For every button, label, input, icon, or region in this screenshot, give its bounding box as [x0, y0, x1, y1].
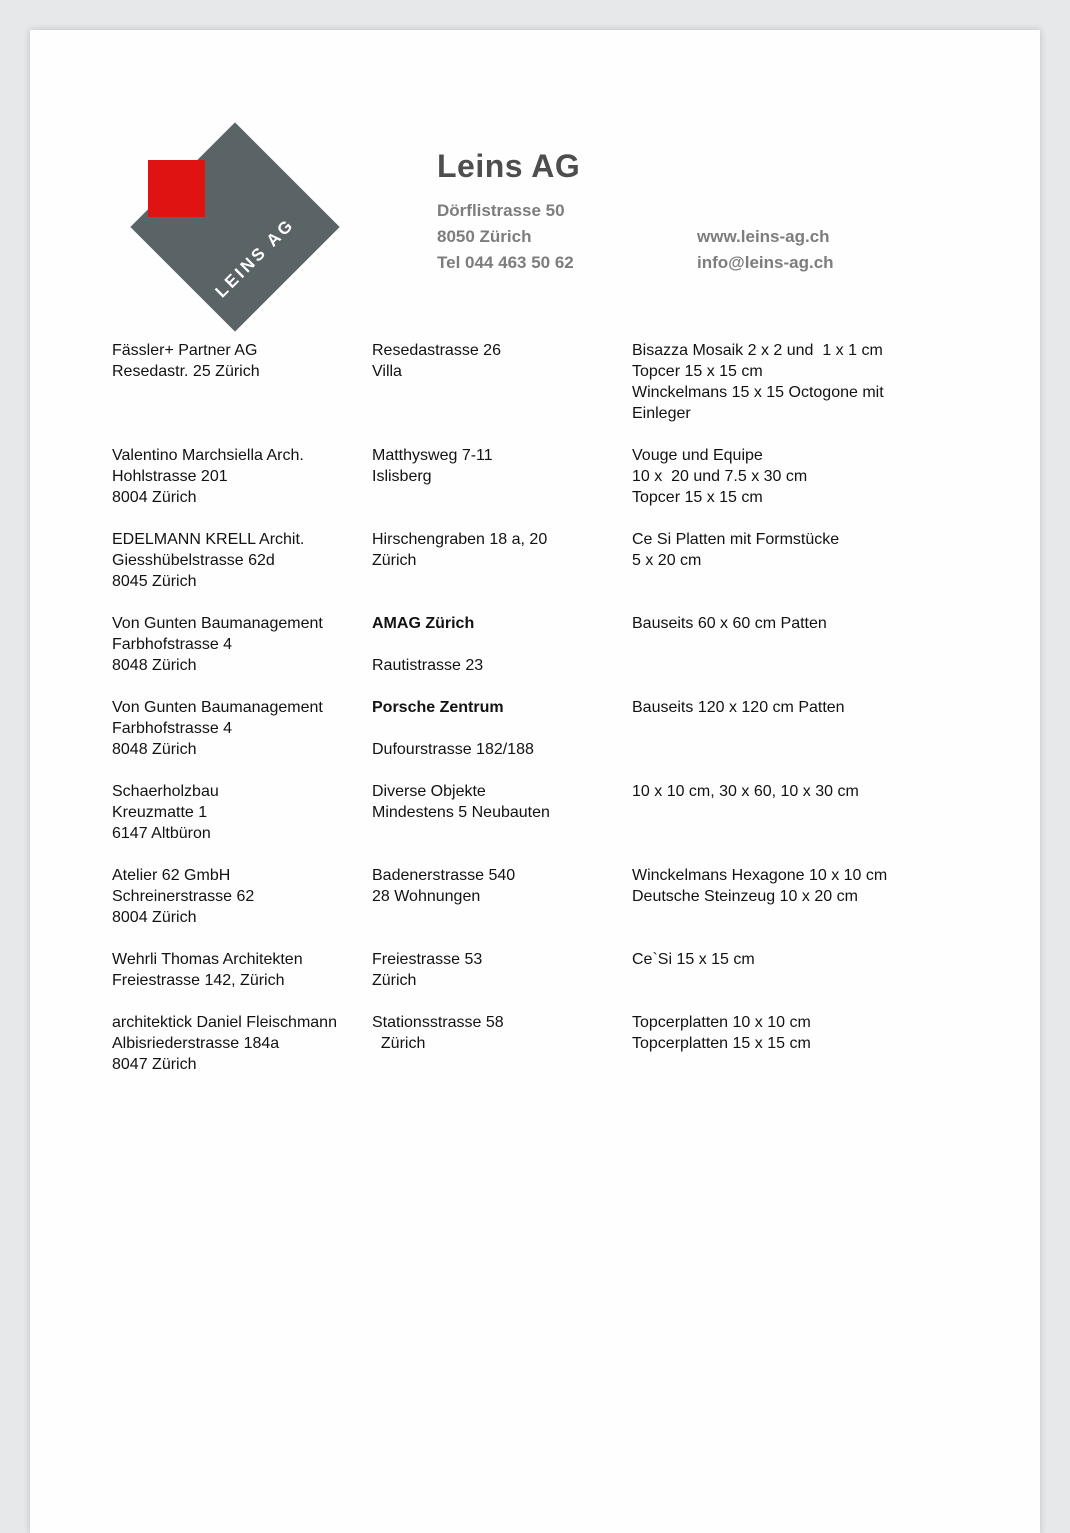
column-products — [632, 1012, 1004, 1075]
column-object — [372, 529, 632, 592]
product-line: 10 x 10 cm, 30 x 60, 10 x 30 cm — [632, 783, 859, 800]
company-address-block — [437, 198, 574, 276]
column-client — [112, 865, 372, 928]
column-object — [372, 865, 632, 928]
client-line: 8004 Zürich — [112, 489, 197, 506]
reference-entry-row — [112, 697, 1004, 760]
product-line: Einleger — [632, 405, 691, 422]
column-client — [112, 781, 372, 844]
product-line: Winckelmans Hexagone 10 x 10 cm — [632, 867, 888, 884]
client-line: Hohlstrasse 201 — [112, 468, 228, 485]
object-line: Dufourstrasse 182/188 — [372, 741, 534, 758]
object-line — [372, 634, 632, 655]
column-products — [632, 445, 1004, 508]
product-line: Topcer 15 x 15 cm — [632, 363, 763, 380]
object-line: Villa — [372, 363, 402, 380]
column-products — [632, 613, 1004, 676]
client-line: Fässler+ Partner AG — [112, 342, 258, 359]
contact-line: info@leins-ag.ch — [697, 253, 834, 272]
column-object — [372, 697, 632, 760]
column-products — [632, 340, 1004, 424]
object-line: Zürich — [372, 1035, 426, 1052]
object-line: Islisberg — [372, 468, 432, 485]
reference-entry-row — [112, 529, 1004, 592]
object-line: Rautistrasse 23 — [372, 657, 484, 674]
product-line: Ce Si Platten mit Formstücke — [632, 531, 840, 548]
client-line: 8045 Zürich — [112, 573, 197, 590]
object-line: Porsche Zentrum — [372, 699, 504, 716]
client-line: 8047 Zürich — [112, 1056, 197, 1073]
object-line: Hirschengraben 18 a, 20 — [372, 531, 548, 548]
object-line: Badenerstrasse 540 — [372, 867, 516, 884]
address-line: 8050 Zürich — [437, 227, 532, 246]
client-line: Schreinerstrasse 62 — [112, 888, 255, 905]
column-client — [112, 949, 372, 991]
column-client — [112, 613, 372, 676]
object-line: AMAG Zürich — [372, 615, 475, 632]
contact-line: www.leins-ag.ch — [697, 227, 830, 246]
object-line: Zürich — [372, 552, 417, 569]
reference-entry-row — [112, 781, 1004, 844]
document-page — [30, 30, 1040, 1533]
product-line: Bisazza Mosaik 2 x 2 und 1 x 1 cm — [632, 342, 883, 359]
client-line: Valentino Marchsiella Arch. — [112, 447, 304, 464]
reference-entry-row — [112, 445, 1004, 508]
client-line: 8004 Zürich — [112, 909, 197, 926]
column-products — [632, 697, 1004, 760]
column-object — [372, 781, 632, 844]
page-title: Leins AG — [437, 148, 581, 184]
column-object — [372, 445, 632, 508]
object-line — [372, 718, 632, 739]
client-line: 8048 Zürich — [112, 657, 197, 674]
column-products — [632, 781, 1004, 844]
client-line: Von Gunten Baumanagement — [112, 699, 323, 716]
product-line: Bauseits 120 x 120 cm Patten — [632, 699, 845, 716]
address-line: Tel 044 463 50 62 — [437, 253, 574, 272]
reference-entry-row — [112, 949, 1004, 991]
column-object — [372, 613, 632, 676]
object-line: Mindestens 5 Neubauten — [372, 804, 550, 821]
company-contact-block — [697, 224, 834, 276]
client-line: architektick Daniel Fleischmann — [112, 1014, 337, 1031]
column-client — [112, 1012, 372, 1075]
product-line: 10 x 20 und 7.5 x 30 cm — [632, 468, 808, 485]
column-client — [112, 529, 372, 592]
client-line: 8048 Zürich — [112, 741, 197, 758]
object-line: Matthysweg 7-11 — [372, 447, 493, 464]
column-object — [372, 1012, 632, 1075]
object-line: Resedastrasse 26 — [372, 342, 501, 359]
logo-text: LEINS AG — [211, 214, 299, 302]
column-client — [112, 697, 372, 760]
company-logo — [130, 122, 342, 337]
product-line: Topcerplatten 10 x 10 cm — [632, 1014, 811, 1031]
reference-list — [112, 340, 1004, 1096]
logo-diamond-shape — [130, 122, 339, 331]
object-line: Zürich — [372, 972, 417, 989]
column-object — [372, 340, 632, 424]
client-line: Farbhofstrasse 4 — [112, 636, 233, 653]
column-products — [632, 529, 1004, 592]
object-line: Stationsstrasse 58 — [372, 1014, 504, 1031]
reference-entry-row — [112, 865, 1004, 928]
column-client — [112, 340, 372, 424]
product-line: 5 x 20 cm — [632, 552, 702, 569]
client-line: 6147 Altbüron — [112, 825, 211, 842]
column-client — [112, 445, 372, 508]
column-object — [372, 949, 632, 991]
client-line: EDELMANN KRELL Archit. — [112, 531, 305, 548]
client-line: Resedastr. 25 Zürich — [112, 363, 260, 380]
client-line: Wehrli Thomas Architekten — [112, 951, 303, 968]
product-line: Bauseits 60 x 60 cm Patten — [632, 615, 827, 632]
product-line: Winckelmans 15 x 15 Octogone mit — [632, 384, 884, 401]
client-line: Farbhofstrasse 4 — [112, 720, 233, 737]
address-line: Dörflistrasse 50 — [437, 201, 565, 220]
client-line: Giesshübelstrasse 62d — [112, 552, 275, 569]
object-line: Freiestrasse 53 — [372, 951, 483, 968]
reference-entry-row — [112, 340, 1004, 424]
client-line: Kreuzmatte 1 — [112, 804, 208, 821]
client-line: Atelier 62 GmbH — [112, 867, 231, 884]
client-line: Von Gunten Baumanagement — [112, 615, 323, 632]
object-line: 28 Wohnungen — [372, 888, 481, 905]
client-line: Schaerholzbau — [112, 783, 219, 800]
product-line: Deutsche Steinzeug 10 x 20 cm — [632, 888, 858, 905]
client-line: Freiestrasse 142, Zürich — [112, 972, 285, 989]
object-line: Diverse Objekte — [372, 783, 486, 800]
product-line: Vouge und Equipe — [632, 447, 763, 464]
reference-entry-row — [112, 1012, 1004, 1075]
client-line: Albisriederstrasse 184a — [112, 1035, 280, 1052]
logo-red-square — [148, 160, 205, 217]
product-line: Topcerplatten 15 x 15 cm — [632, 1035, 811, 1052]
column-products — [632, 949, 1004, 991]
column-products — [632, 865, 1004, 928]
product-line: Ce`Si 15 x 15 cm — [632, 951, 755, 968]
reference-entry-row — [112, 613, 1004, 676]
product-line: Topcer 15 x 15 cm — [632, 489, 763, 506]
